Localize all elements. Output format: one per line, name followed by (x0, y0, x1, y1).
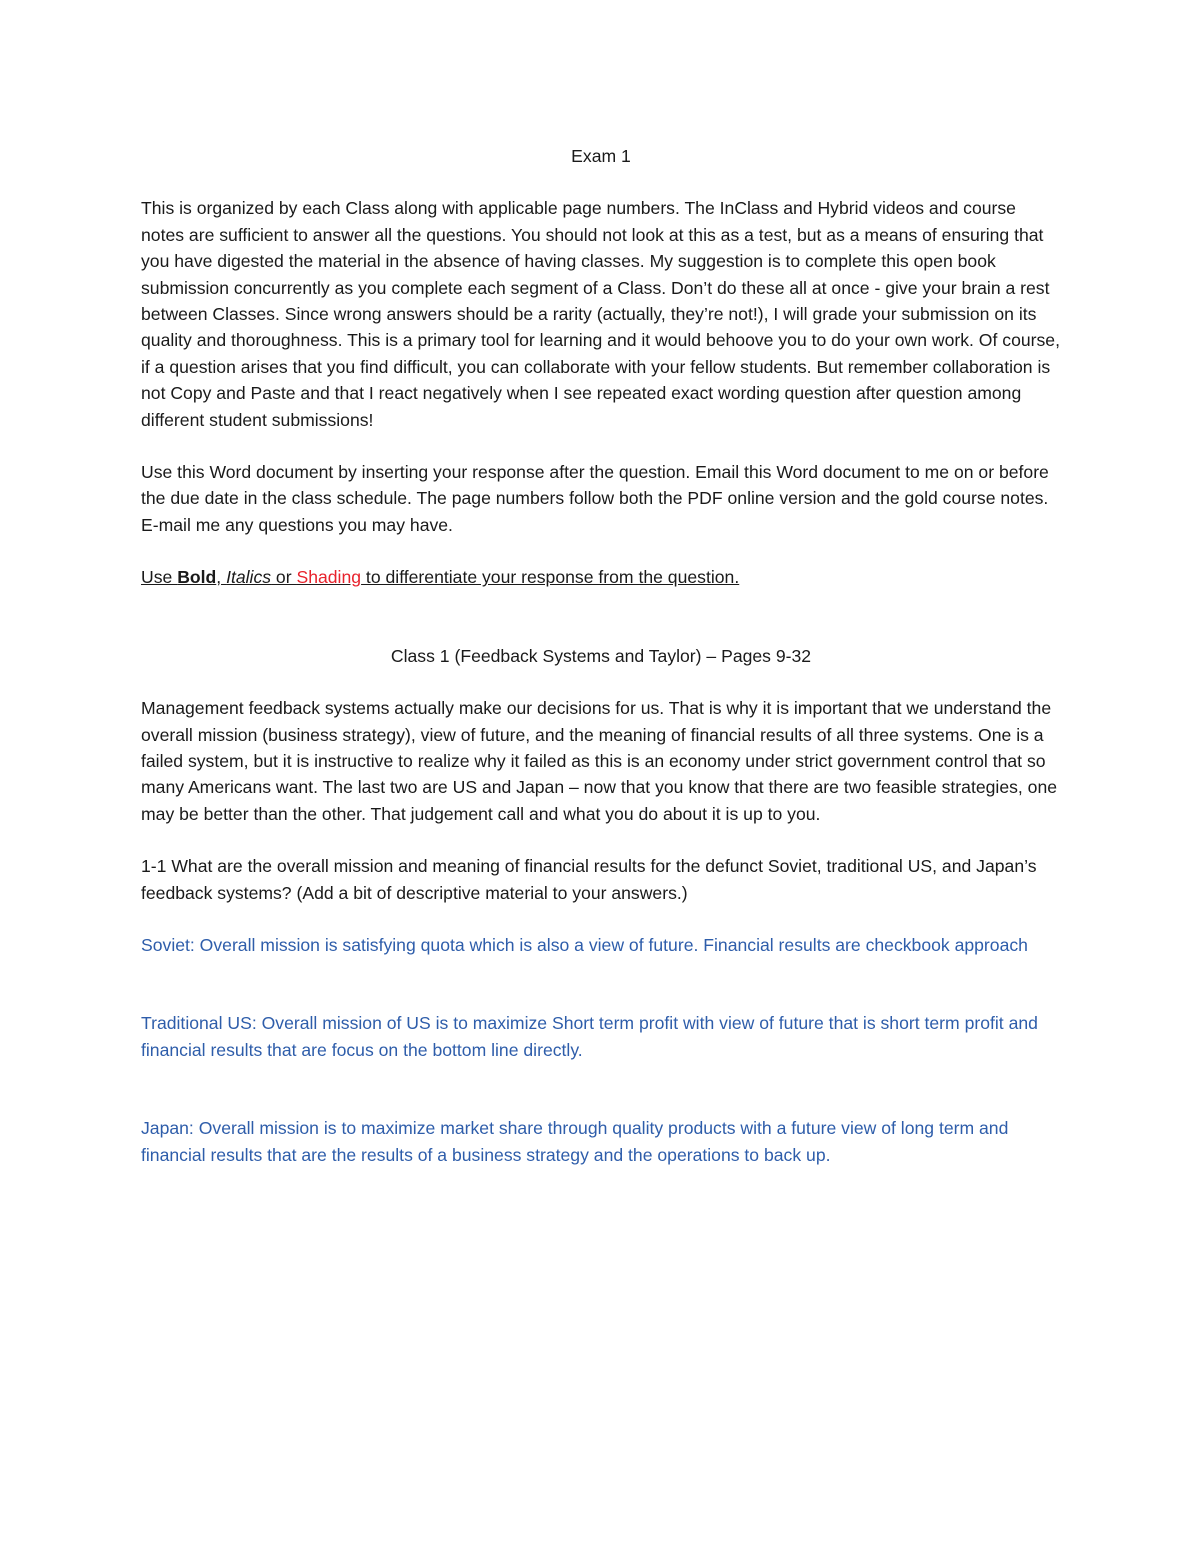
instruction-separator-1: , (216, 567, 227, 588)
answer-soviet: Soviet: Overall mission is satisfying quota which is also a view of future. Financial results are checkbook approach (141, 934, 1028, 955)
instruction-bold-word: Bold (177, 567, 217, 588)
document-title: Exam 1 (571, 146, 631, 166)
answer-japan: Japan: Overall mission is to maximize market share through quality products with a future view of long term and financial results that are the results of a business strategy and the operations to back up. (141, 1118, 1009, 1165)
instruction-separator-2: or (271, 567, 297, 588)
formatting-instruction (141, 564, 1061, 590)
instruction-italic-word: Italics (226, 567, 272, 588)
instruction-shading-word: Shading (296, 567, 362, 588)
answer-traditional-us: Traditional US: Overall mission of US is to maximize Short term profit with view of future that is short term profit and financial results that are focus on the bottom line directly. (141, 1013, 1038, 1060)
usage-paragraph: Use this Word document by inserting your response after the question. Email this Word document to me on or before the due date in the class schedule. The page numbers follow both the PDF online version and the gold course notes. E-mail me any questions you may have. (141, 462, 1049, 535)
question-1-1: 1-1 What are the overall mission and meaning of financial results for the defunct Soviet, traditional US, and Japan’s feedback systems? (Add a bit of descriptive material to your answers.) (141, 856, 1037, 903)
section-heading: Class 1 (Feedback Systems and Taylor) – Pages 9-32 (390, 645, 812, 666)
document-page (141, 143, 1061, 1168)
instruction-suffix: to differentiate your response from the question. (361, 567, 740, 588)
intro-paragraph: This is organized by each Class along with applicable page numbers. The InClass and Hybrid videos and course notes are sufficient to answer all the questions. You should not look at this as a test, but as a means of ensuring that you have digested the material in the absence of having classes. My suggestion is to complete this open book submission concurrently as you complete each segment of a Class. Don’t do these all at once - give your brain a rest between Classes. Since wrong answers should be a rarity (actually, they’re not!), I will grade your submission on its quality and thoroughness. This is a primary tool for learning and it would behoove you to do your own work. Of course, if a question arises that you find difficult, you can collaborate with your fellow students. But remember collaboration is not Copy and Paste and that I react negatively when I see repeated exact wording question after question among different student submissions! (141, 198, 1060, 430)
section-intro-paragraph: Management feedback systems actually make our decisions for us. That is why it is important that we understand the overall mission (business strategy), view of future, and the meaning of financial results of all three systems. One is a failed system, but it is instructive to realize why it failed as this is an economy under strict government control that so many Americans want. The last two are US and Japan – now that you know that there are two feasible strategies, one may be better than the other. That judgement call and what you do about it is up to you. (141, 698, 1058, 824)
instruction-prefix: Use (141, 567, 178, 588)
